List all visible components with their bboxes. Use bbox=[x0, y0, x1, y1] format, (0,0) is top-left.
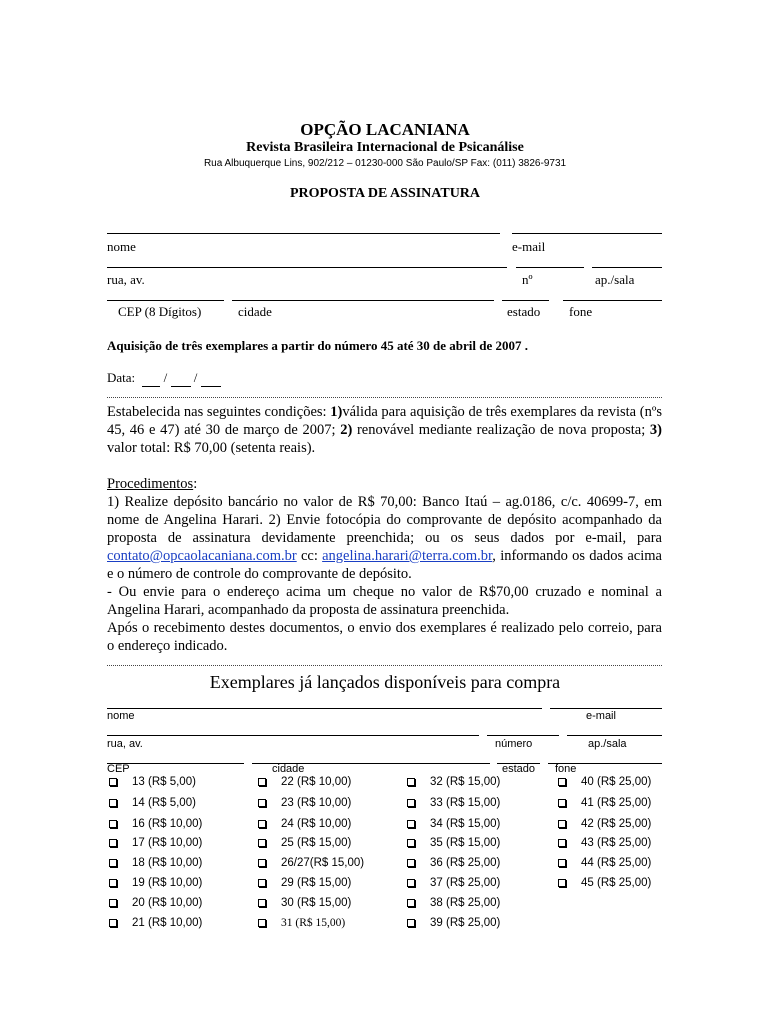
issue-checkbox[interactable] bbox=[258, 776, 351, 788]
estado-field[interactable] bbox=[502, 300, 549, 301]
issue-checkbox[interactable] bbox=[407, 857, 500, 869]
issue-checkbox[interactable] bbox=[258, 797, 351, 809]
checkbox-icon[interactable] bbox=[258, 879, 266, 887]
issue-checkbox[interactable] bbox=[109, 917, 202, 929]
cep-field[interactable] bbox=[107, 300, 224, 301]
issue-label: 44 (R$ 25,00) bbox=[581, 857, 652, 869]
procedures-heading: Procedimentos bbox=[107, 476, 194, 492]
estado-label: estado bbox=[507, 304, 541, 319]
journal-subtitle: Revista Brasileira Internacional de Psicanálise bbox=[246, 140, 524, 155]
checkbox-icon[interactable] bbox=[258, 859, 266, 867]
fone-label: fone bbox=[569, 304, 593, 319]
issue-label: 42 (R$ 25,00) bbox=[581, 818, 652, 830]
issue-label: 25 (R$ 15,00) bbox=[281, 837, 352, 849]
conditions-paragraph bbox=[107, 403, 662, 457]
cidade-label: cidade bbox=[238, 304, 272, 319]
rua-label-2: rua, av. bbox=[107, 738, 143, 750]
issue-checkbox[interactable] bbox=[109, 818, 202, 830]
checkbox-icon[interactable] bbox=[258, 839, 266, 847]
issue-checkbox[interactable] bbox=[558, 776, 651, 788]
issue-label: 23 (R$ 10,00) bbox=[281, 797, 352, 809]
issue-checkbox[interactable] bbox=[407, 917, 500, 929]
cep-label: CEP (8 Dígitos) bbox=[118, 304, 202, 319]
issue-checkbox[interactable] bbox=[558, 797, 651, 809]
issue-label: 22 (R$ 10,00) bbox=[281, 776, 352, 788]
rua-field-2[interactable] bbox=[107, 735, 479, 736]
issue-label: 13 (R$ 5,00) bbox=[132, 776, 196, 788]
apsala-field[interactable] bbox=[592, 267, 662, 268]
dotted-divider bbox=[107, 397, 662, 398]
issue-checkbox[interactable] bbox=[407, 837, 500, 849]
issue-label: 41 (R$ 25,00) bbox=[581, 797, 652, 809]
email-field[interactable] bbox=[512, 233, 662, 234]
issue-label: 14 (R$ 5,00) bbox=[132, 797, 196, 809]
email-link-contato[interactable]: contato@opcaolacaniana.com.br bbox=[107, 548, 297, 564]
issue-label: 16 (R$ 10,00) bbox=[132, 818, 203, 830]
date-year-field[interactable] bbox=[201, 370, 221, 387]
fone-label-2: fone bbox=[555, 763, 577, 775]
nome-label-2: nome bbox=[107, 710, 135, 722]
checkbox-icon[interactable] bbox=[407, 899, 415, 907]
journal-address: Rua Albuquerque Lins, 902/212 – 01230-000 São Paulo/SP Fax: (011) 3826-9731 bbox=[203, 158, 567, 169]
issue-label: 38 (R$ 25,00) bbox=[430, 897, 501, 909]
issue-label: 32 (R$ 15,00) bbox=[430, 776, 501, 788]
checkbox-icon[interactable] bbox=[558, 820, 566, 828]
procedures-colon: : bbox=[193, 476, 198, 492]
condition-1-number: 1) bbox=[330, 404, 343, 420]
date-month-field[interactable] bbox=[171, 370, 191, 387]
issue-checkbox[interactable] bbox=[558, 818, 651, 830]
form-title: PROPOSTA DE ASSINATURA bbox=[289, 186, 481, 201]
condition-1-text: válida para aquisição de três exemplares da revista (nºs 45, 46 e 47) até 30 de março de 2007; bbox=[107, 404, 662, 438]
cep-label-2: CEP bbox=[107, 763, 130, 775]
apsala-field-2[interactable] bbox=[567, 735, 662, 736]
email-label: e-mail bbox=[512, 239, 546, 254]
date-day-field[interactable] bbox=[142, 370, 160, 387]
issue-checkbox[interactable] bbox=[109, 797, 196, 809]
issue-checkbox[interactable] bbox=[109, 877, 202, 889]
rua-field[interactable] bbox=[107, 267, 507, 268]
issue-checkbox[interactable] bbox=[407, 797, 500, 809]
nome-field[interactable] bbox=[107, 233, 500, 234]
issue-label: 37 (R$ 25,00) bbox=[430, 877, 501, 889]
procedure-step-2: - Ou envie para o endereço acima um cheque no valor de R$70,00 cruzado e nominal a Angelina Harari, acompanhado da proposta de assinatura preenchida. bbox=[107, 584, 662, 618]
conditions-intro: Estabelecida nas seguintes condições: bbox=[107, 404, 331, 420]
issue-checkbox[interactable] bbox=[558, 857, 651, 869]
procedure-step-3: Após o recebimento destes documentos, o envio dos exemplares é realizado pelo correio, para o endereço indicado. bbox=[107, 620, 662, 654]
checkbox-icon[interactable] bbox=[109, 879, 117, 887]
issue-checkbox[interactable] bbox=[558, 837, 651, 849]
issue-label: 21 (R$ 10,00) bbox=[132, 917, 203, 929]
issue-label: 36 (R$ 25,00) bbox=[430, 857, 501, 869]
date-sep-1: / bbox=[163, 370, 168, 385]
journal-title: OPÇÃO LACANIANA bbox=[300, 120, 470, 139]
dotted-divider-2 bbox=[107, 665, 662, 666]
procedure-step-1 bbox=[107, 493, 662, 583]
condition-3-number: 3) bbox=[649, 422, 662, 438]
nome-field-2[interactable] bbox=[107, 708, 542, 709]
issue-label: 43 (R$ 25,00) bbox=[581, 837, 652, 849]
issue-label: 26/27(R$ 15,00) bbox=[281, 857, 365, 869]
checkbox-icon[interactable] bbox=[109, 820, 117, 828]
issue-label: 18 (R$ 10,00) bbox=[132, 857, 203, 869]
checkbox-icon[interactable] bbox=[558, 799, 566, 807]
issue-checkbox[interactable] bbox=[258, 877, 351, 889]
issue-checkbox[interactable] bbox=[258, 837, 351, 849]
checkbox-icon[interactable] bbox=[407, 859, 415, 867]
issue-label: 17 (R$ 10,00) bbox=[132, 837, 203, 849]
checkbox-icon[interactable] bbox=[407, 839, 415, 847]
checkbox-icon[interactable] bbox=[407, 879, 415, 887]
issue-label: 31 (R$ 15,00) bbox=[281, 917, 346, 929]
issue-label: 45 (R$ 25,00) bbox=[581, 877, 652, 889]
checkbox-icon[interactable] bbox=[258, 778, 266, 786]
issue-checkbox[interactable] bbox=[407, 818, 500, 830]
issue-label: 34 (R$ 15,00) bbox=[430, 818, 501, 830]
date-line bbox=[107, 370, 221, 387]
checkbox-icon[interactable] bbox=[109, 839, 117, 847]
estado-label-2: estado bbox=[502, 763, 536, 775]
checkbox-icon[interactable] bbox=[109, 799, 117, 807]
nome-label: nome bbox=[107, 239, 136, 254]
issue-label: 19 (R$ 10,00) bbox=[132, 877, 203, 889]
checkbox-icon[interactable] bbox=[407, 778, 415, 786]
email-label-2: e-mail bbox=[586, 710, 616, 722]
procedures-heading-line bbox=[107, 475, 662, 493]
checkbox-icon[interactable] bbox=[258, 919, 266, 927]
issue-label: 29 (R$ 15,00) bbox=[281, 877, 352, 889]
email-field-2[interactable] bbox=[550, 708, 662, 709]
checkbox-icon[interactable] bbox=[558, 778, 566, 786]
checkbox-icon[interactable] bbox=[258, 820, 266, 828]
issue-label: 30 (R$ 15,00) bbox=[281, 897, 352, 909]
procedure-text-end: , informando os dados acima e o número de controle do comprovante de depósito. bbox=[107, 548, 662, 582]
checkbox-icon[interactable] bbox=[407, 919, 415, 927]
apsala-label: ap./sala bbox=[595, 272, 635, 287]
date-sep-2: / bbox=[193, 370, 198, 385]
numero-field-2[interactable] bbox=[487, 735, 559, 736]
issue-checkbox[interactable] bbox=[109, 857, 202, 869]
checkbox-icon[interactable] bbox=[109, 859, 117, 867]
checkbox-icon[interactable] bbox=[258, 799, 266, 807]
rua-label: rua, av. bbox=[107, 272, 145, 287]
offer-text: Aquisição de três exemplares a partir do número 45 até 30 de abril de 2007 . bbox=[107, 338, 529, 353]
numero-label: nº bbox=[522, 272, 533, 287]
issue-checkbox[interactable] bbox=[109, 837, 202, 849]
numero-field[interactable] bbox=[516, 267, 584, 268]
issue-label: 24 (R$ 10,00) bbox=[281, 818, 352, 830]
issue-label: 35 (R$ 15,00) bbox=[430, 837, 501, 849]
date-label: Data: bbox=[107, 370, 136, 385]
issue-checkbox[interactable] bbox=[258, 818, 351, 830]
issue-checkbox[interactable] bbox=[258, 857, 364, 869]
issue-checkbox[interactable] bbox=[558, 877, 651, 889]
checkbox-icon[interactable] bbox=[407, 820, 415, 828]
issue-checkbox[interactable] bbox=[407, 776, 500, 788]
apsala-label-2: ap./sala bbox=[588, 738, 627, 750]
checkbox-icon[interactable] bbox=[258, 899, 266, 907]
procedure-text: 1) Realize depósito bancário no valor de R$ 70,00: Banco Itaú – ag.0186, c/c. 40699-7, em nome de Angelina Harari. 2) Envie fotocópia do comprovante de depósito acompanhado da proposta de assinatura devidamente preenchida; ou os seus dados por e-mail, para bbox=[107, 494, 662, 546]
issue-label: 20 (R$ 10,00) bbox=[132, 897, 203, 909]
checkbox-icon[interactable] bbox=[558, 839, 566, 847]
condition-2-text: renovável mediante realização de nova proposta; bbox=[352, 422, 650, 438]
checkbox-icon[interactable] bbox=[558, 879, 566, 887]
issue-checkbox[interactable] bbox=[407, 897, 500, 909]
issue-checkbox[interactable] bbox=[109, 897, 202, 909]
condition-3-text: valor total: R$ 70,00 (setenta reais). bbox=[107, 440, 316, 456]
issue-label: 39 (R$ 25,00) bbox=[430, 917, 501, 929]
checkbox-icon[interactable] bbox=[558, 859, 566, 867]
issue-label: 40 (R$ 25,00) bbox=[581, 776, 652, 788]
email-link-angelina[interactable]: angelina.harari@terra.com.br bbox=[322, 548, 493, 564]
checkbox-icon[interactable] bbox=[407, 799, 415, 807]
issue-label: 33 (R$ 15,00) bbox=[430, 797, 501, 809]
available-title: Exemplares já lançados disponíveis para compra bbox=[209, 672, 561, 692]
fone-field[interactable] bbox=[563, 300, 662, 301]
checkbox-icon[interactable] bbox=[109, 899, 117, 907]
cidade-field[interactable] bbox=[232, 300, 494, 301]
cc-text: cc: bbox=[296, 548, 323, 564]
checkbox-icon[interactable] bbox=[109, 919, 117, 927]
numero-label-2: número bbox=[495, 738, 533, 750]
condition-2-number: 2) bbox=[340, 422, 353, 438]
cidade-label-2: cidade bbox=[272, 763, 305, 775]
issue-checkbox[interactable] bbox=[258, 917, 345, 929]
checkbox-icon[interactable] bbox=[109, 778, 117, 786]
issue-checkbox[interactable] bbox=[258, 897, 351, 909]
issue-checkbox[interactable] bbox=[407, 877, 500, 889]
issue-checkbox[interactable] bbox=[109, 776, 196, 788]
